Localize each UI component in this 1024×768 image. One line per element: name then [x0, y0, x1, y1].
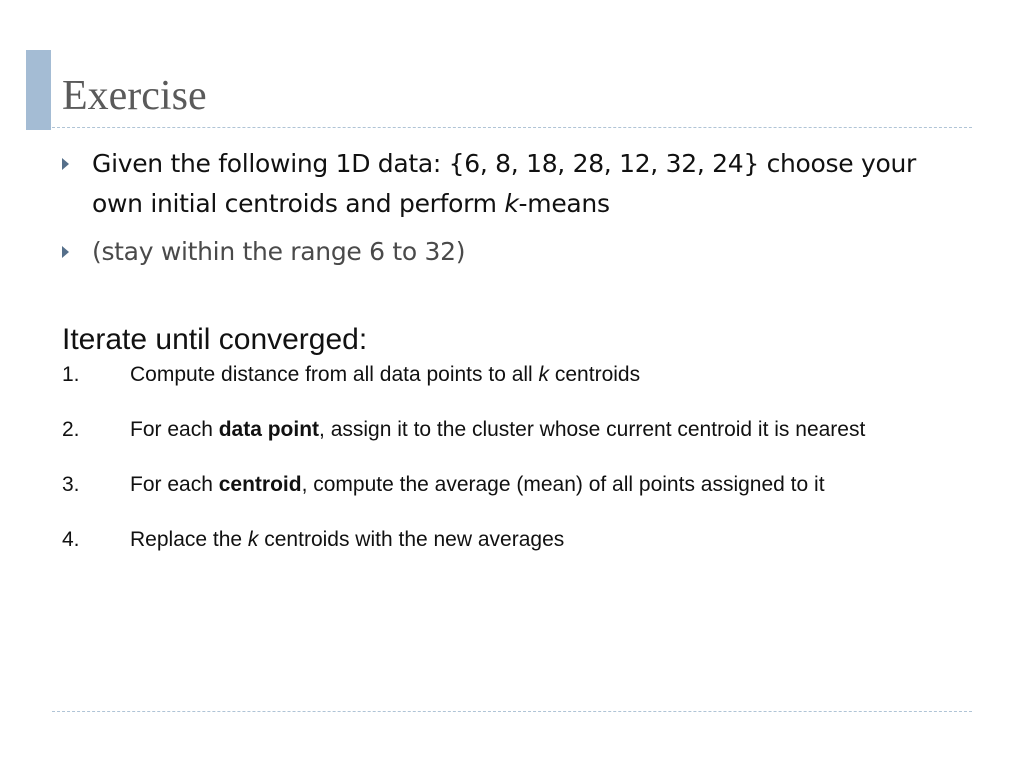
step-item — [62, 526, 962, 553]
step-number: 3. — [62, 473, 80, 496]
steps-list — [62, 361, 962, 581]
footer-divider — [52, 711, 972, 712]
step-number: 1. — [62, 363, 80, 386]
triangle-right-icon — [62, 246, 69, 258]
slide-title: Exercise — [62, 73, 207, 119]
step-item — [62, 416, 962, 443]
step-text: For each data point, assign it to the cluster whose current centroid it is nearest — [130, 418, 866, 441]
title-accent-bar — [26, 50, 51, 130]
step-text: For each centroid, compute the average (mean) of all points assigned to it — [130, 473, 825, 496]
step-number: 2. — [62, 418, 80, 441]
title-divider — [52, 127, 972, 128]
step-text: Compute distance from all data points to all k centroids — [130, 363, 641, 386]
bullet-list — [62, 144, 942, 272]
step-item — [62, 471, 962, 498]
step-item — [62, 361, 962, 388]
triangle-right-icon — [62, 158, 69, 170]
bullet-text: Given the following 1D data: {6, 8, 18, 28, 12, 32, 24} choose your own initial centroids and perform k-means — [92, 149, 917, 218]
iterate-heading: Iterate until converged: — [62, 323, 368, 356]
bullet-text: (stay within the range 6 to 32) — [92, 237, 466, 266]
step-number: 4. — [62, 528, 80, 551]
bullet-item-range — [62, 232, 942, 272]
bullet-item-data — [62, 144, 942, 224]
step-text: Replace the k centroids with the new averages — [130, 528, 565, 551]
